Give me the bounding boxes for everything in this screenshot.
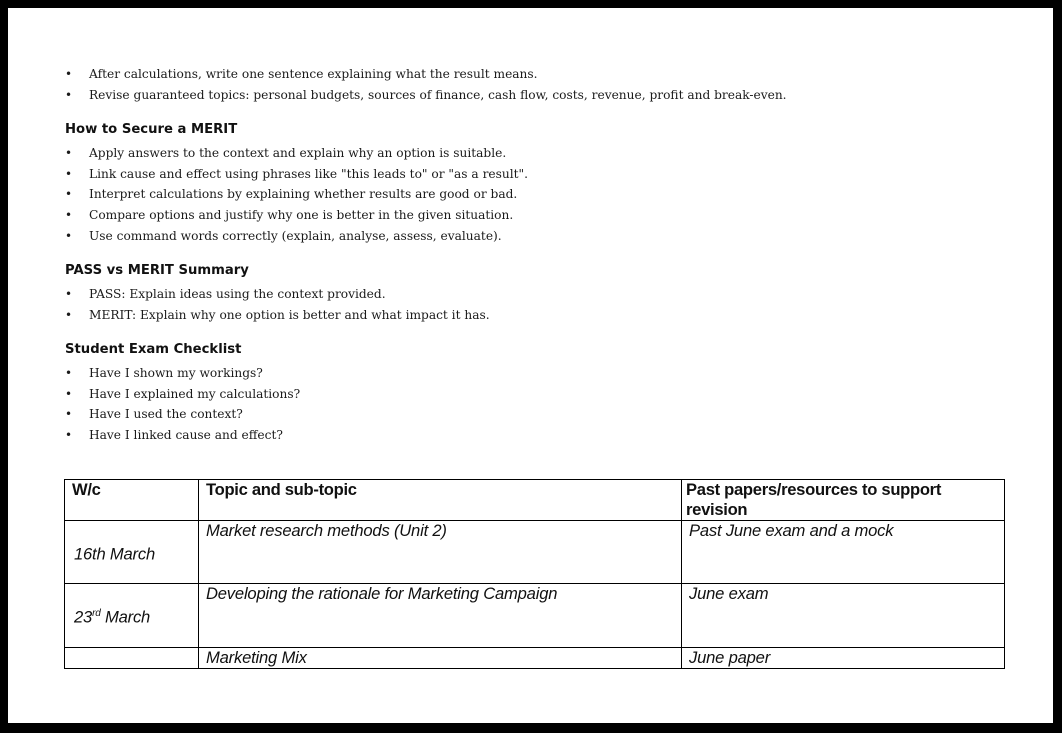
merit-bullet-list [65, 143, 528, 246]
merit-heading: How to Secure a MERIT [65, 122, 238, 137]
checklist-bullet-list [65, 363, 300, 446]
bullet-icon: • [65, 287, 73, 301]
cell-wc: 16th March [65, 521, 199, 584]
list-item: • PASS: Explain ideas using the context provided. [65, 284, 490, 305]
bullet-icon: • [65, 166, 73, 181]
table-row [65, 521, 1005, 584]
cell-resources: June exam [682, 584, 1005, 648]
bullet-icon: • [65, 187, 73, 202]
list-item: • MERIT: Explain why one option is better and what impact it has. [65, 305, 490, 326]
bullet-icon: • [65, 366, 73, 380]
cell-wc: 23rd March [65, 584, 199, 648]
checklist-heading: Student Exam Checklist [65, 342, 242, 357]
document-page [8, 8, 1053, 723]
cell-topic: Market research methods (Unit 2) [199, 521, 682, 584]
cell-topic: Marketing Mix [199, 648, 682, 669]
bullet-icon: • [65, 146, 73, 160]
list-item: • Use command words correctly (explain, analyse, assess, evaluate). [65, 226, 528, 247]
header-topic: Topic and sub-topic [199, 480, 682, 521]
cell-resources: June paper [682, 648, 1005, 669]
table-row [65, 648, 1005, 669]
list-item: • Compare options and justify why one is better in the given situation. [65, 205, 528, 226]
bullet-icon: • [65, 428, 73, 443]
bullet-icon: • [65, 87, 73, 102]
header-resources: Past papers/resources to support revision [682, 480, 1005, 521]
list-item: • After calculations, write one sentence explaining what the result means. [65, 64, 787, 85]
cell-resources: Past June exam and a mock [682, 521, 1005, 584]
cell-topic: Developing the rationale for Marketing Campaign [199, 584, 682, 648]
bullet-icon: • [65, 407, 73, 422]
bullet-icon: • [65, 67, 73, 81]
summary-heading: PASS vs MERIT Summary [65, 263, 249, 278]
list-item: • Have I used the context? [65, 404, 300, 425]
bullet-icon: • [65, 386, 73, 401]
list-item: • Link cause and effect using phrases like "this leads to" or "as a result". [65, 164, 528, 185]
intro-bullet-list [65, 64, 787, 105]
bullet-icon: • [65, 208, 73, 223]
list-item: • Apply answers to the context and explain why an option is suitable. [65, 143, 528, 164]
summary-bullet-list [65, 284, 490, 325]
list-item: • Have I linked cause and effect? [65, 425, 300, 446]
revision-plan-table [64, 479, 1005, 669]
list-item: • Have I explained my calculations? [65, 384, 300, 405]
table-row [65, 584, 1005, 648]
table-header-row [65, 480, 1005, 521]
list-item: • Interpret calculations by explaining whether results are good or bad. [65, 184, 528, 205]
bullet-icon: • [65, 228, 73, 243]
bullet-icon: • [65, 307, 73, 322]
list-item: • Revise guaranteed topics: personal budgets, sources of finance, cash flow, costs, revenue, profit and break-even. [65, 85, 787, 106]
cell-wc [65, 648, 199, 669]
list-item: • Have I shown my workings? [65, 363, 300, 384]
header-wc: W/c [65, 480, 199, 521]
